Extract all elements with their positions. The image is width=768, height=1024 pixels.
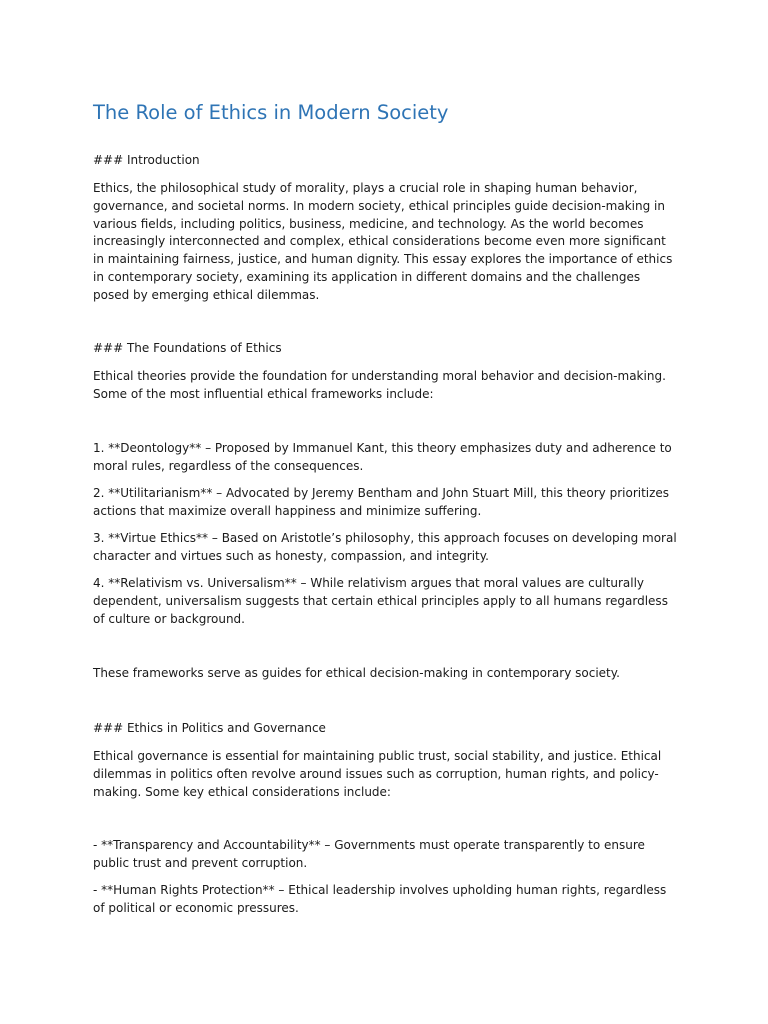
section-heading-introduction: ### Introduction	[93, 153, 200, 167]
introduction-paragraph: Ethics, the philosophical study of morality, plays a crucial role in shaping human behavior, governance, and societal norms. In modern society, ethical principles guide decision-making in various fields, including politics, business, medicine, and technology. As the world becomes increasingly interconnected and complex, ethical considerations become even more significant in maintaining fairness, justice, and human dignity. This essay explores the importance of ethics in contemporary society, examining its application in different domains and the challenges posed by emerging ethical dilemmas.	[93, 181, 673, 302]
list-item-utilitarianism: 2. **Utilitarianism** – Advocated by Jeremy Bentham and John Stuart Mill, this theory prioritizes actions that maximize overall happiness and minimize suffering.	[93, 486, 670, 518]
politics-intro-paragraph: Ethical governance is essential for maintaining public trust, social stability, and justice. Ethical dilemmas in politics often revolve around issues such as corruption, human rights, and policy-making. Some key ethical considerations include:	[93, 749, 662, 799]
list-item-deontology: 1. **Deontology** – Proposed by Immanuel Kant, this theory emphasizes duty and adherence to moral rules, regardless of the consequences.	[93, 441, 672, 473]
list-item-human-rights: - **Human Rights Protection** – Ethical leadership involves upholding human rights, regardless of political or economic pressures.	[93, 883, 667, 915]
section-heading-foundations: ### The Foundations of Ethics	[93, 341, 282, 355]
list-item-relativism-universalism: 4. **Relativism vs. Universalism** – While relativism argues that moral values are culturally dependent, universalism suggests that certain ethical principles apply to all humans regardless of culture or background.	[93, 576, 668, 626]
list-item-virtue-ethics: 3. **Virtue Ethics** – Based on Aristotle’s philosophy, this approach focuses on developing moral character and virtues such as honesty, compassion, and integrity.	[93, 531, 677, 563]
foundations-intro-paragraph: Ethical theories provide the foundation for understanding moral behavior and decision-making. Some of the most influential ethical frameworks include:	[93, 369, 666, 401]
list-item-transparency: - **Transparency and Accountability** – Governments must operate transparently to ensure public trust and prevent corruption.	[93, 838, 645, 870]
foundations-closing-paragraph: These frameworks serve as guides for ethical decision-making in contemporary society.	[93, 666, 620, 680]
section-heading-politics: ### Ethics in Politics and Governance	[93, 721, 326, 735]
document-title: The Role of Ethics in Modern Society	[93, 101, 449, 124]
